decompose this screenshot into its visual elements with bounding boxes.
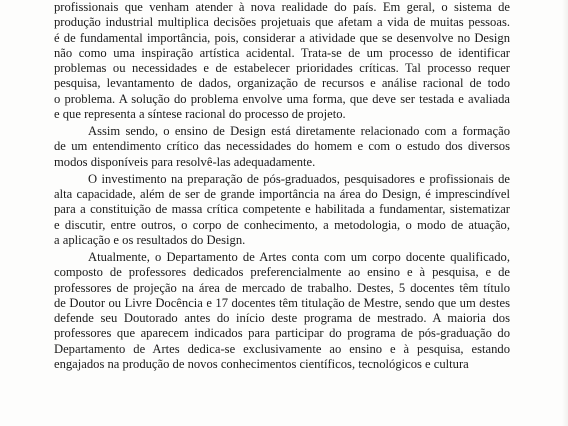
text-line: de um entendimento crítico das necessidades do homem e com o estudo dos diversos: [54, 139, 510, 154]
text-line: o problema. A solução do problema envolve uma forma, que deve ser testada e avaliada: [54, 91, 510, 106]
text-line: profissionais que venham atender à nova realidade do país. Em geral, o sistema de: [54, 0, 510, 14]
text-line: modos disponíveis para resolvê-las adequadamente.: [54, 154, 316, 169]
text-line: alta capacidade, além de ser de grande importância na área do Design, é imprescindível: [54, 187, 510, 201]
text-line: é de fundamental importância, pois, considerar a atividade que se desenvolve no Design: [54, 30, 510, 45]
text-line: engajados na produção de novos conhecimentos científicos, tecnológicos e cultura: [54, 356, 469, 371]
text-line: defende seu Doutorado antes do início deste programa de mestrado. A maioria dos: [54, 311, 510, 325]
text-line: produção industrial multiplica decisões projetuais que afetam a vida de muitas pessoas.: [54, 15, 510, 30]
text-line: de Doutor ou Livre Docência e 17 docentes têm titulação de Mestre, sendo que um destes: [54, 295, 510, 310]
text-line: e que representa a síntese racional do processo de projeto.: [54, 106, 346, 121]
paragraph-first-line: O investimento na preparação de pós-graduados, pesquisadores e profissionais de: [88, 171, 510, 186]
text-line: Departamento de Artes dedica-se exclusivamente ao ensino e à pesquisa, estando: [54, 341, 510, 356]
text-line: pesquisa, levantamento de dados, organização de recursos e análise racional de todo: [54, 76, 510, 91]
text-line: problemas ou necessidades e de estabelecer prioridades críticas. Tal processo requer: [54, 61, 510, 75]
paragraph-first-line: Atualmente, o Departamento de Artes conta com um corpo docente qualificado,: [88, 250, 510, 264]
text-line: a aplicação e os resultados do Design.: [54, 232, 246, 247]
text-line: não como uma inspiração artística acidental. Trata-se de um processo de identificar: [54, 45, 510, 60]
text-line: e discutir, entre outros, o corpo de conhecimento, a metodologia, o modo de atuação,: [54, 217, 510, 232]
text-line: composto de professores dedicados preferencialmente ao ensino e à pesquisa, e de: [54, 265, 510, 280]
paragraph-first-line: Assim sendo, o ensino de Design está diretamente relacionado com a formação: [88, 124, 510, 138]
text-line: professores de projeção na área de mercado de trabalho. Destes, 5 docentes têm título: [54, 280, 510, 295]
page-edge-shadow: [562, 0, 568, 426]
text-line: para a constituição de massa crítica competente e habilitada a fundamentar, sistematizar: [54, 202, 510, 217]
body-text: [54, 0, 510, 372]
text-line: professores que aparecem indicados para participar do programa de pós-graduação do: [54, 326, 510, 341]
